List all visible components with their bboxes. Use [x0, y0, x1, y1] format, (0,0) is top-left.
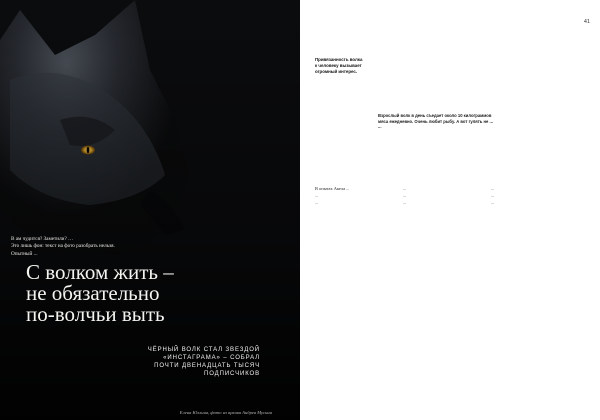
headline-line: не обязательно	[26, 281, 160, 305]
right-page	[300, 0, 600, 420]
sidebar-note-line: Привязанность волка	[315, 57, 363, 62]
lead-line: мяса ежедневно. Очень любит рыбу. А вот гулять не ...	[378, 118, 494, 124]
column-paragraph: ...	[403, 186, 407, 191]
headline-line: по-волчьи выть	[26, 302, 165, 326]
column-paragraph: В опытах Акела ...	[315, 186, 350, 191]
kicker-line: ПОЧТИ ДВЕНАДЦАТЬ ТЫСЯЧ	[154, 363, 260, 369]
column-paragraph: ...	[491, 192, 495, 198]
lead-paragraph	[378, 113, 513, 130]
column-paragraph: ...	[491, 186, 495, 191]
column-paragraph: ...	[403, 192, 407, 198]
column-paragraph: ...	[315, 192, 319, 198]
lead-line: Взрослый волк в день съедает около 10 килограммов	[378, 113, 492, 118]
kicker-line: ПОДПИСЧИКОВ	[204, 371, 260, 377]
article-column-3	[486, 186, 566, 420]
headline-line: С волком жить –	[26, 260, 174, 284]
sidebar-note-line: огромный интерес.	[315, 69, 358, 74]
left-body-paragraph: В ам чудится? Заметили? …	[11, 236, 74, 242]
column-paragraph: ...	[315, 199, 319, 205]
page-number: 41	[583, 19, 590, 25]
photo-credits: Елена Юхлина, фото из архива Андрея Мусина	[179, 410, 272, 415]
sidebar-note	[315, 57, 391, 75]
article-column-2	[398, 186, 478, 420]
sidebar-note-line: к человеку вызывает	[315, 63, 362, 68]
article-columns	[310, 186, 598, 420]
lead-line: ...	[378, 124, 382, 130]
article-column-1	[310, 186, 390, 420]
left-body-paragraph: Это лишь фон: текст на фото разобрать нельзя.	[11, 243, 115, 250]
left-body-text	[5, 236, 130, 258]
column-paragraph: ...	[403, 199, 407, 205]
kicker-line: ЧЁРНЫЙ ВОЛК СТАЛ ЗВЕЗДОЙ	[147, 347, 260, 353]
article-kicker	[110, 346, 260, 378]
article-headline	[26, 262, 276, 325]
left-body-paragraph: Опытный ...	[11, 250, 38, 257]
column-paragraph: ...	[491, 199, 495, 205]
kicker-line: «ИНСТАГРАМА» – СОБРАЛ	[163, 355, 260, 361]
